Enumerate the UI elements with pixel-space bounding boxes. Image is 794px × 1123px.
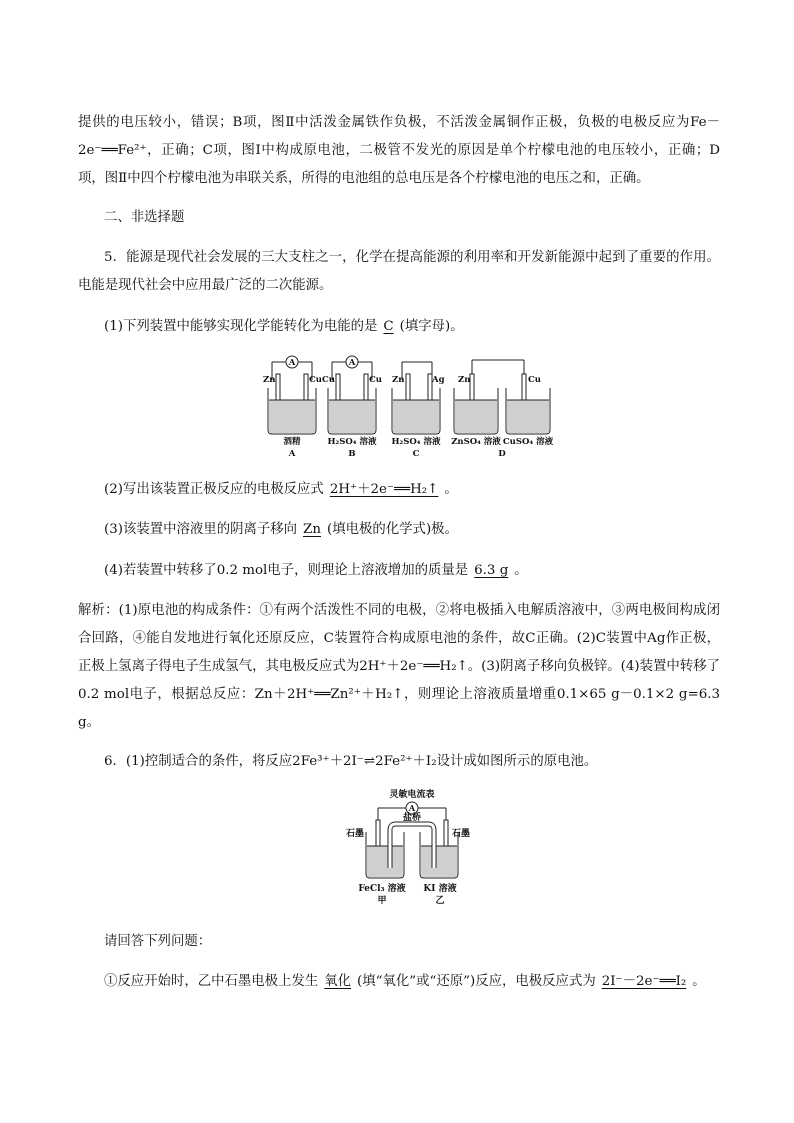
q5-part4 xyxy=(78,557,720,585)
q5-part3-answer: Zn xyxy=(303,522,321,537)
device-d-solution-right: CuSO₄ 溶液 xyxy=(502,437,554,447)
q5-part3 xyxy=(78,516,720,544)
device-d xyxy=(454,360,550,434)
q5-part1-suffix: (填字母)。 xyxy=(399,319,464,334)
right-electrode-label: 石墨 xyxy=(452,829,471,839)
left-electrode-label: 石墨 xyxy=(346,829,365,839)
meter-a-label: A xyxy=(288,358,296,368)
device-b-left-electrode: Cu xyxy=(322,375,335,385)
right-beaker-label: 乙 xyxy=(435,896,445,906)
q6-part1-prefix: ①反应开始时，乙中石墨电极上发生 xyxy=(104,974,319,989)
q6-part1-answer2: 2I⁻－2e⁻══I₂ xyxy=(601,974,687,989)
q6-part1-suffix: 。 xyxy=(692,974,706,989)
device-d-left-electrode: Zn xyxy=(458,375,471,385)
q6-part1-answer: 氧化 xyxy=(324,974,352,989)
q5-part2-answer: 2H⁺＋2e⁻══H₂↑ xyxy=(329,482,439,497)
device-d-letter: D xyxy=(498,449,506,459)
salt-bridge-label: 盐桥 xyxy=(402,813,422,823)
device-a-right-electrode: Cu xyxy=(309,375,322,385)
device-b-solution: H₂SO₄ 溶液 xyxy=(327,437,377,447)
device-c-solution: H₂SO₄ 溶液 xyxy=(391,437,441,447)
device-d-right-electrode: Cu xyxy=(528,375,541,385)
device-c-right-electrode: Ag xyxy=(432,375,445,385)
q6-stem: 6．(1)控制适合的条件，将反应2Fe³⁺＋2I⁻⇌2Fe²⁺＋I₂设计成如图所示的原电池。 xyxy=(104,754,598,769)
q6-part1 xyxy=(78,968,720,996)
device-c-left-electrode: Zn xyxy=(392,375,405,385)
device-a-letter: A xyxy=(288,449,296,459)
device-c-letter: C xyxy=(412,449,420,459)
left-beaker-label: 甲 xyxy=(377,896,387,906)
device-a-left-electrode: Zn xyxy=(263,375,276,385)
q5-part3-prefix: (3)该装置中溶液里的阴离子移向 xyxy=(104,522,298,537)
device-b-right-electrode: Cu xyxy=(369,375,382,385)
q6-part1-middle: (填“氧化”或“还原”)反应，电极反应式为 xyxy=(357,974,596,989)
q5-part1 xyxy=(78,313,720,341)
device-d-solution-left: ZnSO₄ 溶液 xyxy=(451,437,501,447)
q5-part2-prefix: (2)写出该装置正极反应的电极反应式 xyxy=(104,482,324,497)
q5-part4-prefix: (4)若装置中转移了0.2 mol电子，则理论上溶液增加的质量是 xyxy=(104,563,469,578)
device-c xyxy=(392,362,440,434)
q5-stem: 5．能源是现代社会发展的三大支柱之一，化学在提高能源的利用率和开发新能源中起到了重要的作用。电能是现代社会中应用最广泛的二次能源。 xyxy=(78,250,720,293)
q5-part2 xyxy=(78,476,720,504)
meter-b-label: A xyxy=(348,358,356,368)
galvanometer-symbol: A xyxy=(408,803,416,813)
intro-paragraph: 提供的电压较小，错误；B项，图Ⅱ中活泼金属铁作负极，不活泼金属铜作正极，负极的电极反应为Fe－2e⁻══Fe²⁺，正确；C项，图Ⅰ中构成原电池，二极管不发光的原因是单个柠檬电池的电压较小，正确；D项，图Ⅱ中四个柠檬电池为串联关系，所得的电池组的总电压是各个柠檬电池的电压之和，正确。 xyxy=(78,115,720,186)
right-solution-label: KI 溶液 xyxy=(423,884,457,894)
q5-analysis: 解析：(1)原电池的构成条件：①有两个活泼性不同的电极，②将电极插入电解质溶液中，③两电极间构成闭合回路，④能自发地进行氧化还原反应，C装置符合构成原电池的条件，故C正确。(2)C装置中Ag作正极，正极上氢离子得电子生成氢气，其电极反应式为2H⁺＋2e⁻══H₂↑。(3)阴离子移向负极锌。(4)装置中转移了0.2 mol电子，根据总反应：Zn＋2H⁺══Zn²⁺＋H₂↑，则理论上溶液质量增重0.1×65 g－0.1×2 g=6.3 g。 xyxy=(78,603,720,730)
q5-part1-prefix: (1)下列装置中能够实现化学能转化为电能的是 xyxy=(104,319,378,334)
q5-part3-suffix: (填电极的化学式)极。 xyxy=(326,522,458,537)
galvanometer-title: 灵敏电流表 xyxy=(389,790,435,800)
section-heading: 二、非选择题 xyxy=(104,210,185,225)
figure-devices-a-d xyxy=(262,352,562,460)
left-solution-label: FeCl₃ 溶液 xyxy=(358,884,406,894)
device-b-letter: B xyxy=(348,449,356,459)
q5-part1-answer: C xyxy=(383,319,394,334)
q5-part4-answer: 6.3 g xyxy=(474,563,509,578)
q6-prompt: 请回答下列问题： xyxy=(104,934,212,949)
q5-part2-suffix: 。 xyxy=(444,482,458,497)
device-a-solution: 酒精 xyxy=(283,437,301,447)
figure-salt-bridge-cell xyxy=(332,788,492,912)
q5-part4-suffix: 。 xyxy=(514,563,528,578)
